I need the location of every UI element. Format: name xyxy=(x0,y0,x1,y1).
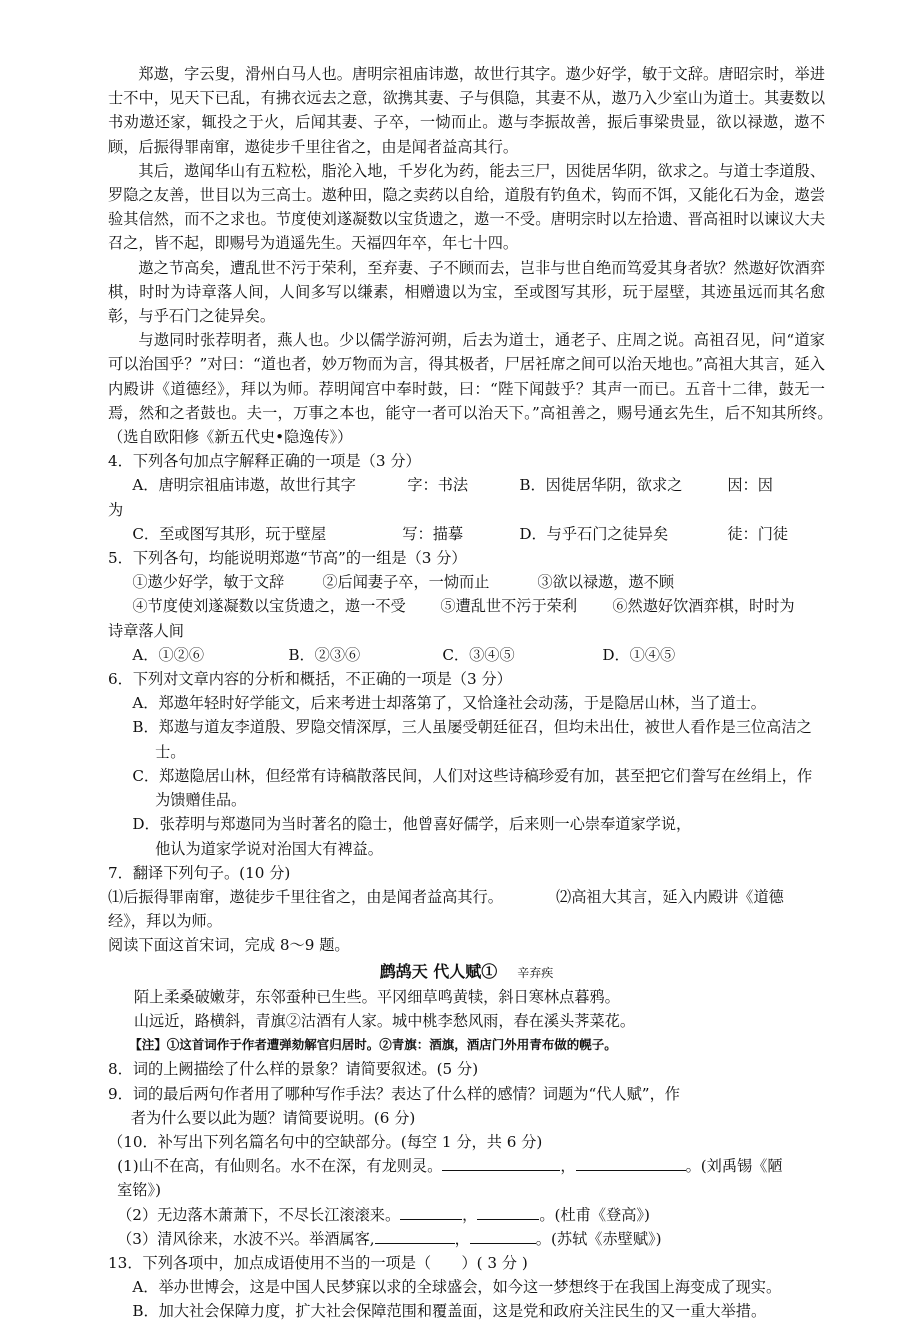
question-7-sentence-2: ⑵高祖大其言，延入内殿讲《道德 xyxy=(556,887,784,906)
poem-note: 【注】①这首词作于作者遭弹劾解官归居时。②青旗：酒旗，酒店门外用青布做的幌子。 xyxy=(129,1037,617,1053)
question-6-stem: 6．下列对文章内容的分析和概括，不正确的一项是（3 分） xyxy=(108,670,512,689)
question-13-stem: 13．下列各项中，加点成语使用不当的一项是（ ）( 3 分 ) xyxy=(108,1253,528,1272)
blank-1-1[interactable] xyxy=(442,1155,560,1171)
question-4-option-d-gloss: 徒：门徒 xyxy=(727,524,789,543)
question-5-item-2: ②后闻妻子卒，一恸而止 xyxy=(322,573,490,592)
question-5-item-6: ⑥然遨好饮酒弈棋，时时为 xyxy=(612,597,795,616)
question-5-item-3: ③欲以禄遨，遨不顾 xyxy=(537,573,674,592)
question-6-option-d: D．张荐明与郑遨同为当时著名的隐士，他曾喜好儒学，后来则一心崇奉道家学说， xyxy=(132,815,692,834)
passage-paragraph-1: 郑遨，字云叟，滑州白马人也。唐明宗祖庙讳遨，故世行其字。遨少好学，敏于文辞。唐昭宗时，举进士不中，见天下已乱，有拂衣远去之意，欲携其妻、子与俱隐，其妻不从，遨乃入少室山为道士。其妻数以书劝遨还家，辄投之于火，后闻其妻、子卒，一恸而止。遨与李振故善，振后事梁贵显，欲以禄遨，遨不顾，后振得罪南窜，遨徒步千里往省之，由是闻者益高其行。 xyxy=(108,65,825,156)
question-5-item-6-wrap: 诗章落人间 xyxy=(108,621,184,640)
question-10-item-1: (1)山不在高，有仙则名。水不在深，有龙则灵。 ， 。(刘禹锡《陋 xyxy=(117,1157,783,1176)
blank-1-2[interactable] xyxy=(576,1155,686,1171)
question-5-option-d: D．①④⑤ xyxy=(602,645,676,664)
question-5-options xyxy=(108,643,825,667)
question-5-item-5: ⑤遭乱世不污于荣利 xyxy=(440,597,577,616)
question-4-option-c-gloss: 写：描摹 xyxy=(402,524,464,543)
question-6-option-c: C．郑遨隐居山林，但经常有诗稿散落民间，人们对这些诗稿珍爱有加，甚至把它们誊写在丝绢上，作为馈赠佳品。 xyxy=(132,766,813,810)
question-7-stem: 7．翻译下列句子。(10 分) xyxy=(108,863,291,882)
poem-title-line xyxy=(108,960,825,985)
question-4-stem: 4．下列各句加点字解释正确的一项是（3 分） xyxy=(108,452,421,471)
question-5-stem: 5．下列各句，均能说明郑遨“节高”的一组是（3 分） xyxy=(108,549,467,568)
passage-paragraph-4: 与遨同时张荐明者，燕人也。少以儒学游河朔，后去为道士，通老子、庄周之说。高祖召见，问“道家可以治国乎？”对曰：“道也者，妙万物而为言，得其极者，尸居衽席之间可以治天地也。”高祖大其言，延入内殿讲《道德经》，拜以为师。荐明闻宫中奉时鼓，曰：“陛下闻鼓乎？其声一而已。五音十二律，鼓无一焉，然和之者鼓也。夫一，万事之本也，能守一者可以治天下。”高祖善之，赐号通玄先生，后不知其所终。 （选自欧阳修《新五代史•隐逸传》） xyxy=(108,331,841,447)
question-4-option-b: B．因徙居华阴，欲求之 xyxy=(519,476,683,495)
question-4-row-cd xyxy=(108,522,825,546)
question-6-option-a: A．郑遨年轻时好学能文，后来考进士却落第了，又恰逢社会动荡，于是隐居山林，当了道士。 xyxy=(132,694,766,713)
question-7-sentence-1: ⑴后振得罪南窜，遨徒步千里往省之，由是闻者益高其行。 xyxy=(108,887,503,906)
passage-paragraph-3: 遨之节高矣，遭乱世不污于荣利，至弃妻、子不顾而去，岂非与世自绝而笃爱其身者欤？然遨好饮酒弈棋，时时为诗章落人间，人间多写以缣素，相赠遗以为宝，至或图写其形，玩于屋壁，其迹虽远而其名愈彰，与乎石门之徒异矣。 xyxy=(108,258,825,326)
question-4-option-a: A．唐明宗祖庙讳遨，故世行其字 xyxy=(132,476,356,495)
question-5-item-4: ④节度使刘遂凝数以宝货遗之，遨一不受 xyxy=(132,597,406,616)
question-10-item-2-source: 。(杜甫《登高》) xyxy=(539,1205,650,1224)
poem-line-1: 陌上柔桑破嫩芽，东邻蚕种已生些。平冈细草鸣黄犊，斜日寒林点暮鸦。 xyxy=(133,987,620,1006)
question-10-item-3-source: 。(苏轼《赤壁赋》) xyxy=(535,1229,662,1248)
poem-intro: 阅读下面这首宋词，完成 8～9 题。 xyxy=(108,936,350,955)
question-5-items-row-1 xyxy=(108,570,825,594)
question-10-item-2: （2）无边落木萧萧下，不尽长江滚滚来。 ， 。(杜甫《登高》) xyxy=(117,1205,650,1224)
question-9-stem: 9．词的最后两句作者用了哪种写作手法？表达了什么样的感情？词题为“代人赋”，作 xyxy=(108,1084,680,1103)
question-10-item-1-text: (1)山不在高，有仙则名。水不在深，有龙则灵。 xyxy=(117,1157,443,1176)
question-10-stem: （10．补写出下列名篇名句中的空缺部分。(每空 1 分，共 6 分) xyxy=(108,1132,543,1151)
blank-3-1[interactable] xyxy=(375,1228,455,1244)
question-5-option-c: C．③④⑤ xyxy=(442,645,515,664)
question-10-item-3-text: （3）清风徐来，水波不兴。举酒属客, xyxy=(117,1229,375,1248)
question-5-item-1: ①遨少好学，敏于文辞 xyxy=(132,573,285,592)
question-6-option-b: B．郑遨与道友李道殷、罗隐交情深厚，三人虽屡受朝廷征召，但均未出仕，被世人看作是三位高洁之士。 xyxy=(132,718,812,761)
poem-author: 辛弃疾 xyxy=(517,965,554,980)
question-10-item-1-source: 。(刘禹锡《陋 xyxy=(685,1157,783,1176)
question-4-option-c: C．至或图写其形，玩于壁屋 xyxy=(132,524,327,543)
poem-line-2: 山远近，路横斜，青旗②沽酒有人家。城中桃李愁风雨，春在溪头荠菜花。 xyxy=(133,1011,636,1030)
question-4-option-b-gloss: 因：因 xyxy=(727,476,773,495)
blank-2-1[interactable] xyxy=(400,1204,462,1220)
question-10-item-2-text: （2）无边落木萧萧下，不尽长江滚滚来。 xyxy=(117,1205,401,1224)
question-4-option-b-wrap: 为 xyxy=(108,500,124,519)
question-5-items-row-2 xyxy=(108,594,825,618)
question-5-option-b: B．②③⑥ xyxy=(288,645,361,664)
poem-title: 鹧鸪天 代人赋① xyxy=(379,961,498,981)
blank-3-2[interactable] xyxy=(470,1228,536,1244)
question-4-option-a-gloss: 字：书法 xyxy=(407,476,469,495)
question-10-item-3: （3）清风徐来，水波不兴。举酒属客, ， 。(苏轼《赤壁赋》) xyxy=(117,1229,662,1248)
question-8: 8．词的上阙描绘了什么样的景象？请简要叙述。(5 分) xyxy=(108,1060,479,1079)
question-7-sentences xyxy=(108,885,825,909)
question-6-option-d-wrap: 他认为道家学说对治国大有裨益。 xyxy=(155,839,383,858)
passage-paragraph-2: 其后，遨闻华山有五粒松，脂沦入地，千岁化为药，能去三尸，因徙居华阴，欲求之。与道士李道殷、罗隐之友善，世目以为三高士。遨种田，隐之卖药以自给，道殷有钓鱼术，钩而不饵，又能化石为金，遨尝验其信然，而不之求也。节度使刘遂凝数以宝货遗之，遨一不受。唐明宗时以左拾遗、晋高祖时以谏议大夫召之，皆不起，即赐号为逍遥先生。天福四年卒，年七十四。 xyxy=(108,161,825,253)
blank-2-2[interactable] xyxy=(477,1204,539,1220)
question-4-option-d: D．与乎石门之徒异矣 xyxy=(519,524,669,543)
question-4-row-ab xyxy=(108,473,825,497)
question-9-wrap: 者为什么要以此为题？请简要说明。(6 分) xyxy=(130,1108,416,1127)
question-13-option-a: A．举办世博会，这是中国人民梦寐以求的全球盛会，如今这一梦想终于在我国上海变成了现实。 xyxy=(132,1278,782,1297)
question-7-sentence-2-wrap: 经》，拜以为师。 xyxy=(108,912,222,931)
question-13-option-b: B．加大社会保障力度，扩大社会保障范围和覆盖面，这是党和政府关注民生的又一重大举措。 xyxy=(132,1302,767,1321)
question-10-item-1-wrap: 室铭》) xyxy=(117,1181,161,1200)
question-5-option-a: A．①②⑥ xyxy=(132,645,205,664)
